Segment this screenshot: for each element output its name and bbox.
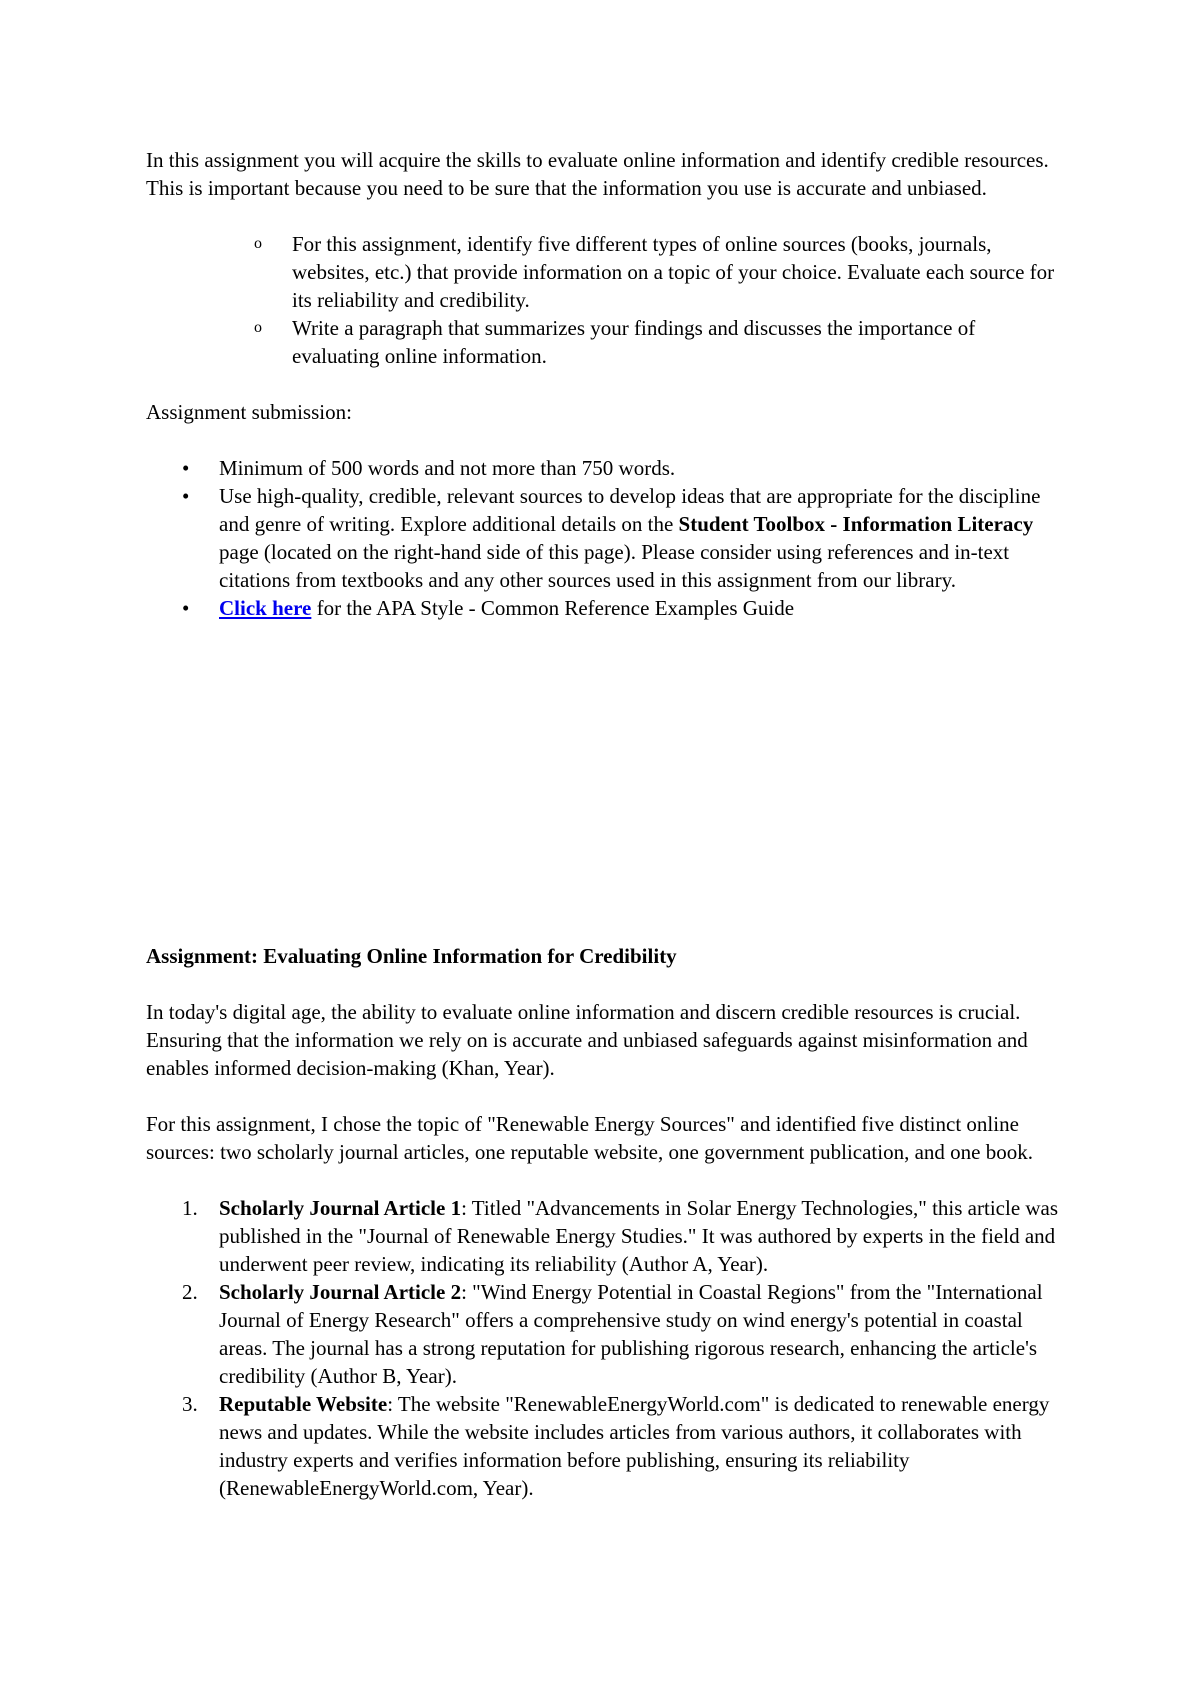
requirement-text-after: page (located on the right-hand side of this page). Please consider using references and in-text citations from textbooks and any other sources used in this assignment from our library.: [219, 540, 1010, 592]
task-text: Write a paragraph that summarizes your findings and discusses the importance of evaluating online information.: [292, 316, 976, 368]
source-item: [146, 1390, 1066, 1502]
source-description: : Titled "Advancements in Solar Energy Technologies," this article was published in the "Journal of Renewable Energy Studies." It was authored by experts in the field and underwent peer review, indicating its reliability (Author A, Year).: [219, 1196, 1059, 1276]
essay-paragraph: For this assignment, I chose the topic of "Renewable Energy Sources" and identified five distinct online sources: two scholarly journal articles, one reputable website, one government publication, and one book.: [146, 1112, 1033, 1164]
sources-list: [146, 1194, 1066, 1502]
list-number: 3.: [182, 1392, 198, 1416]
list-number: 2.: [182, 1280, 198, 1304]
task-text: For this assignment, identify five different types of online sources (books, journals, websites, etc.) that provide information on a topic of your choice. Evaluate each source for its reliability and credibility.: [292, 232, 1055, 312]
task-list: [146, 230, 1066, 370]
submission-requirements-list: [146, 454, 1066, 622]
task-item: [146, 230, 1066, 314]
source-item: [146, 1194, 1066, 1278]
assignment-instructions: [146, 146, 1066, 622]
bullet-icon: •: [182, 596, 190, 620]
source-description: : The website "RenewableEnergyWorld.com" is dedicated to renewable energy news and updates. While the website includes articles from various authors, it collaborates with industry experts and verifies information before publishing, ensuring its reliability (RenewableEnergyWorld.com, Year).: [219, 1392, 1050, 1500]
requirement-item: [146, 594, 1066, 622]
bullet-icon: •: [182, 456, 190, 480]
essay-section: [146, 942, 1066, 1502]
circle-bullet-icon: o: [254, 319, 262, 336]
apa-guide-link[interactable]: Click here: [219, 596, 312, 620]
requirement-item: [146, 454, 1066, 482]
submission-heading: Assignment submission:: [146, 400, 352, 424]
source-title: Scholarly Journal Article 2: [219, 1280, 462, 1304]
source-title: Scholarly Journal Article 1: [219, 1196, 462, 1220]
essay-title-text: Assignment: Evaluating Online Information for Credibility: [146, 944, 677, 968]
task-item: [146, 314, 1066, 370]
circle-bullet-icon: o: [254, 235, 262, 252]
essay-paragraph: In today's digital age, the ability to evaluate online information and discern credible resources is crucial. Ensuring that the information we rely on is accurate and unbiased safeguards against misinformation and enables informed decision-making (Khan, Year).: [146, 1000, 1028, 1080]
apa-guide-text: for the APA Style - Common Reference Examples Guide: [311, 596, 795, 620]
requirement-text: Minimum of 500 words and not more than 750 words.: [219, 456, 676, 480]
list-number: 1.: [182, 1196, 198, 1220]
source-description: : "Wind Energy Potential in Coastal Regions" from the "International Journal of Energy Research" offers a comprehensive study on wind energy's potential in coastal areas. The journal has a strong reputation for publishing rigorous research, enhancing the article's credibility (Author B, Year).: [219, 1280, 1043, 1388]
source-title: Reputable Website: [219, 1392, 388, 1416]
essay-title: [146, 942, 1066, 970]
requirement-text-before: Use high-quality, credible, relevant sources to develop ideas that are appropriate for the discipline and genre of writing. Explore additional details on the: [219, 484, 1041, 536]
student-toolbox-label: Student Toolbox - Information Literacy: [678, 512, 1034, 536]
source-item: [146, 1278, 1066, 1390]
intro-paragraph: In this assignment you will acquire the skills to evaluate online information and identify credible resources. This is important because you need to be sure that the information you use is accurate and unbiased.: [146, 148, 1049, 200]
bullet-icon: •: [182, 484, 190, 508]
requirement-item: [146, 482, 1066, 594]
